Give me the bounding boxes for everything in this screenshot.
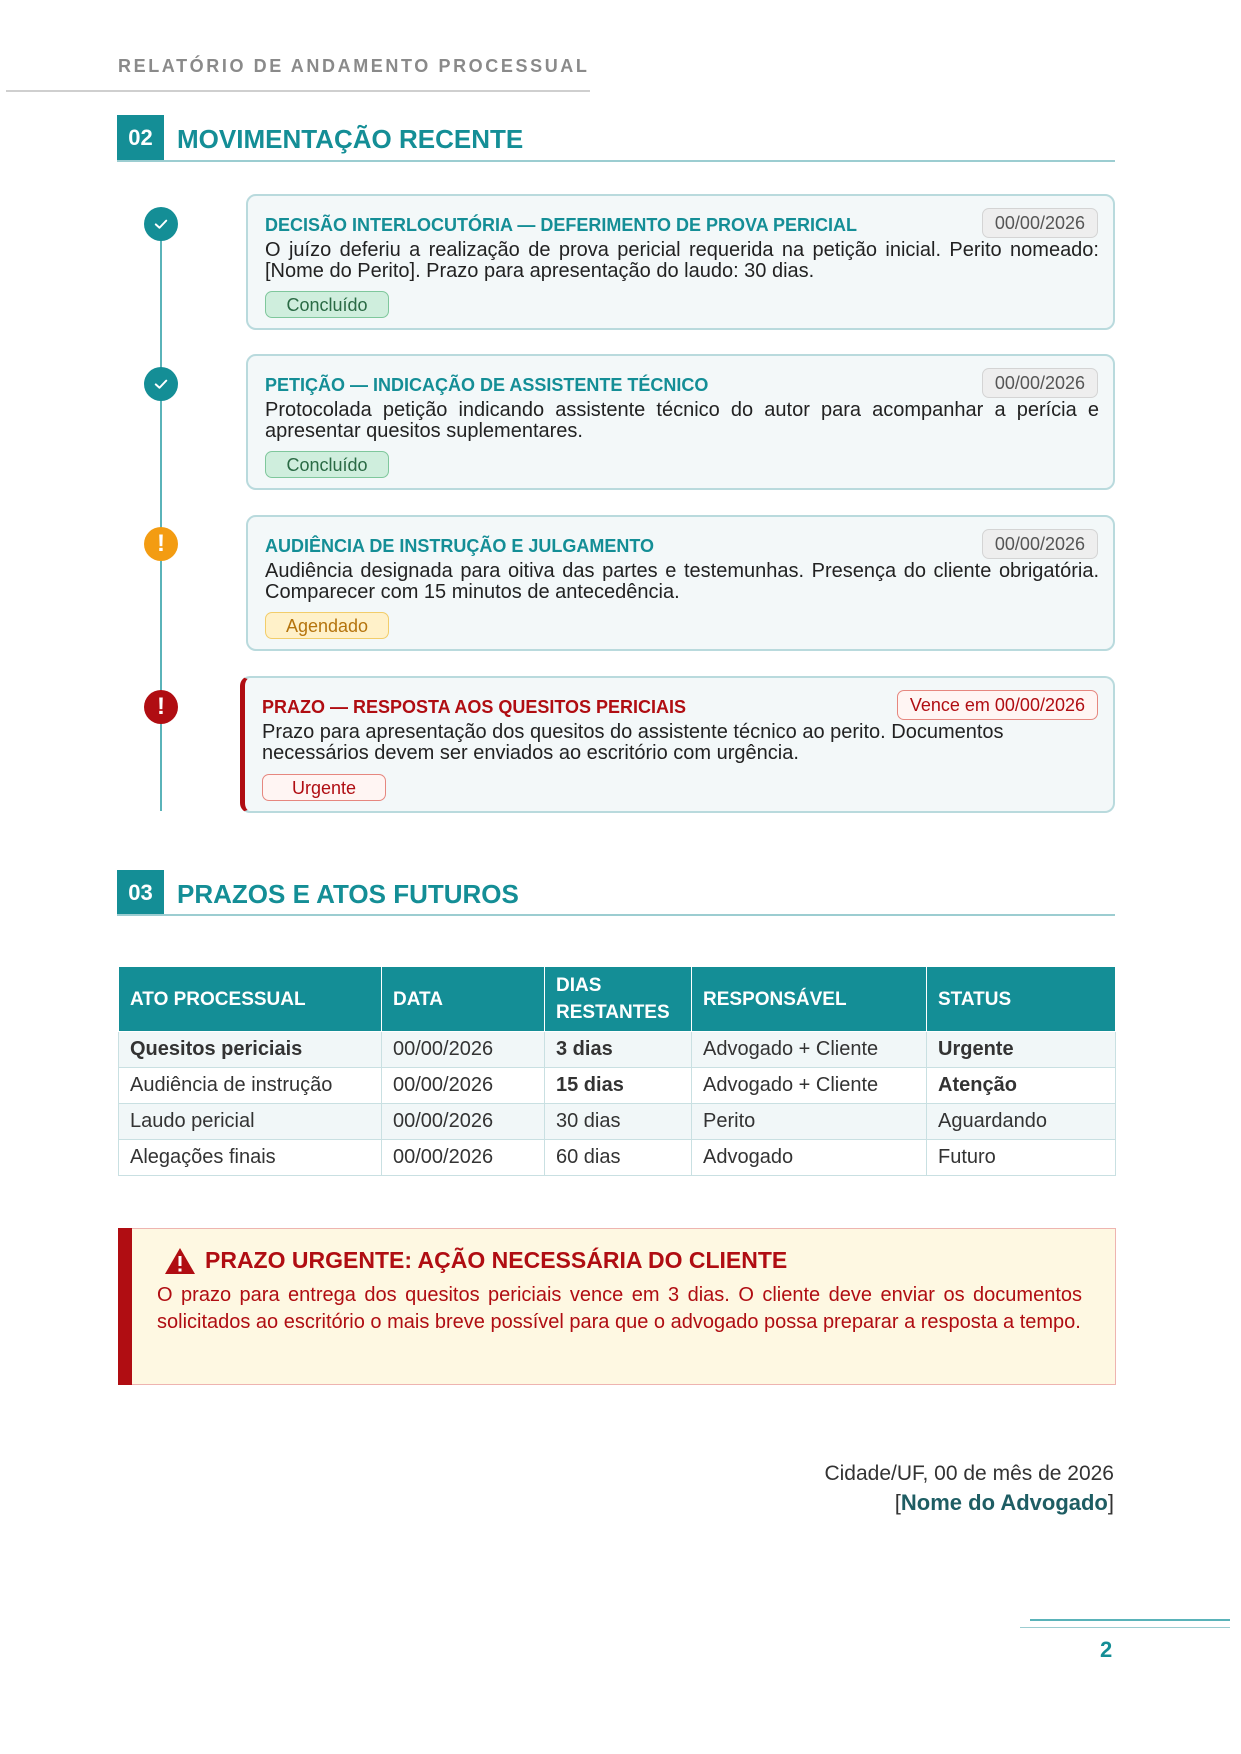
table-row <box>119 1140 1116 1176</box>
table-cell: 15 dias <box>545 1068 692 1104</box>
date-badge: 00/00/2026 <box>982 529 1098 559</box>
section-divider <box>117 160 1115 162</box>
table-cell: 00/00/2026 <box>382 1068 545 1104</box>
table-header-row <box>119 967 1116 1032</box>
section-title: PRAZOS E ATOS FUTUROS <box>177 879 519 909</box>
card-title: PRAZO — RESPOSTA AOS QUESITOS PERICIAIS <box>262 697 687 717</box>
table-cell: Alegações finais <box>119 1140 382 1176</box>
card-description: Prazo para apresentação dos quesitos do assistente técnico ao perito. Documentos necessários devem ser enviados ao escritório com urgência. <box>262 721 1004 764</box>
exclamation-icon: ! <box>144 690 178 724</box>
table-cell: Advogado + Cliente <box>692 1032 927 1068</box>
table-cell: 60 dias <box>545 1140 692 1176</box>
deadlines-table <box>118 966 1116 1176</box>
column-header: DATA <box>382 967 545 1032</box>
footer-divider <box>1030 1619 1230 1621</box>
warning-icon <box>163 1246 197 1276</box>
section-divider <box>117 914 1115 916</box>
table-cell: 00/00/2026 <box>382 1140 545 1176</box>
check-icon <box>144 367 178 401</box>
table-cell: Audiência de instrução <box>119 1068 382 1104</box>
check-icon <box>144 207 178 241</box>
card-description: O juízo deferiu a realização de prova pericial requerida na petição inicial. Perito nomeado: [Nome do Perito]. Prazo para apresentação do laudo: 30 dias. <box>265 239 1099 282</box>
timeline-card <box>246 515 1115 651</box>
table-cell: 00/00/2026 <box>382 1032 545 1068</box>
table-cell: Aguardando <box>927 1104 1116 1140</box>
table-row <box>119 1032 1116 1068</box>
table-cell: Advogado <box>692 1140 927 1176</box>
table-cell: Laudo pericial <box>119 1104 382 1140</box>
due-date-badge: Vence em 00/00/2026 <box>897 690 1098 720</box>
column-header: RESPONSÁVEL <box>692 967 927 1032</box>
alert-title: PRAZO URGENTE: AÇÃO NECESSÁRIA DO CLIENTE <box>205 1247 788 1273</box>
section-number: 02 <box>117 115 164 161</box>
table-cell: 00/00/2026 <box>382 1104 545 1140</box>
table-cell: 30 dias <box>545 1104 692 1140</box>
page-number: 2 <box>1100 1637 1113 1662</box>
status-badge: Concluído <box>265 291 389 318</box>
status-badge: Concluído <box>265 451 389 478</box>
card-title: AUDIÊNCIA DE INSTRUÇÃO E JULGAMENTO <box>265 536 655 556</box>
lawyer-name-text: Nome do Advogado <box>900 1490 1108 1515</box>
section-number: 03 <box>117 870 164 916</box>
date-badge: 00/00/2026 <box>982 208 1098 238</box>
section-title: MOVIMENTAÇÃO RECENTE <box>177 124 524 154</box>
date-badge: 00/00/2026 <box>982 368 1098 398</box>
card-description: Audiência designada para oitiva das partes e testemunhas. Presença do cliente obrigatória. Comparecer com 15 minutos de antecedência. <box>265 560 1099 603</box>
column-header: STATUS <box>927 967 1116 1032</box>
header-divider <box>6 90 590 92</box>
column-header: DIAS RESTANTES <box>545 967 692 1032</box>
table-cell: Atenção <box>927 1068 1116 1104</box>
table-cell: Advogado + Cliente <box>692 1068 927 1104</box>
card-title: DECISÃO INTERLOCUTÓRIA — DEFERIMENTO DE PROVA PERICIAL <box>265 215 858 235</box>
status-badge: Urgente <box>262 774 386 801</box>
alert-accent-bar <box>118 1228 132 1385</box>
timeline-card <box>246 194 1115 330</box>
place-date: Cidade/UF, 00 de mês de 2026 <box>824 1462 1114 1485</box>
table-cell: Quesitos periciais <box>119 1032 382 1068</box>
card-description: Protocolada petição indicando assistente técnico do autor para acompanhar a perícia e apresentar quesitos suplementares. <box>265 399 1099 442</box>
table-row <box>119 1068 1116 1104</box>
table-row <box>119 1104 1116 1140</box>
table-cell: Futuro <box>927 1140 1116 1176</box>
exclamation-icon: ! <box>144 527 178 561</box>
footer-divider <box>1020 1627 1230 1628</box>
table-cell: Urgente <box>927 1032 1116 1068</box>
timeline-card <box>246 354 1115 490</box>
table-cell: Perito <box>692 1104 927 1140</box>
report-title: RELATÓRIO DE ANDAMENTO PROCESSUAL <box>118 56 590 76</box>
column-header: ATO PROCESSUAL <box>119 967 382 1032</box>
alert-text: O prazo para entrega dos quesitos periciais vence em 3 dias. O cliente deve enviar os documentos solicitados ao escritório o mais breve possível para que o advogado possa preparar a resposta a tempo. <box>157 1284 1082 1333</box>
table-cell: 3 dias <box>545 1032 692 1068</box>
status-badge: Agendado <box>265 612 389 639</box>
lawyer-name: [Nome do Advogado] <box>894 1490 1114 1515</box>
card-title: PETIÇÃO — INDICAÇÃO DE ASSISTENTE TÉCNICO <box>265 375 709 395</box>
timeline-card-urgent <box>240 676 1115 813</box>
